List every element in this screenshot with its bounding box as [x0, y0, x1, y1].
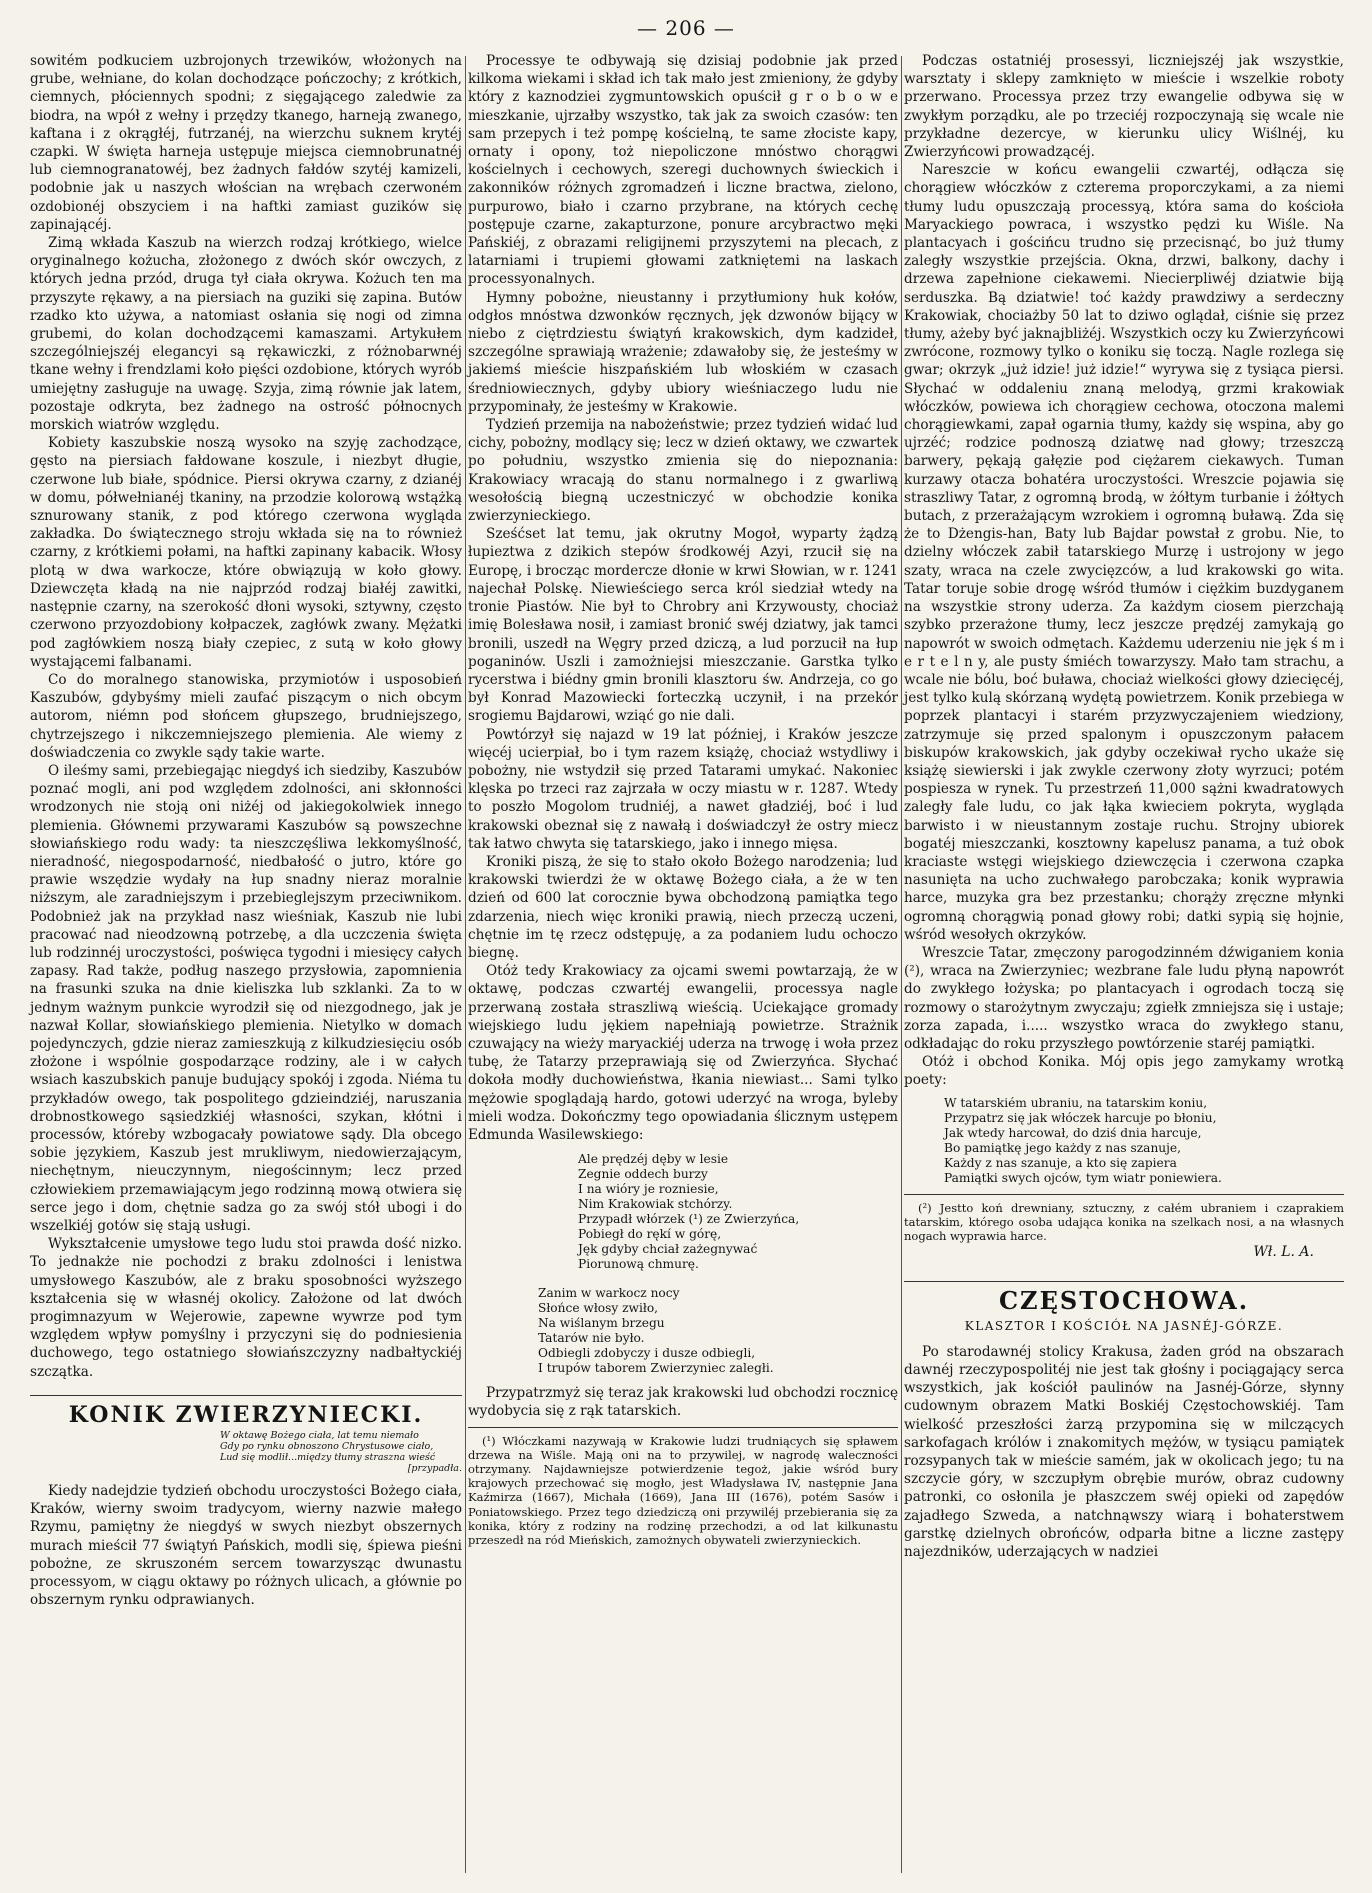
paragraph: Po starodawnéj stolicy Krakusa, żaden gród na obszarach dawnéj rzeczypospolitéj nie jest tak głośny i pociągający serca wszystkich, jak kościół paulinów na Jasnéj-Górze, słynny cudownym obrazem Matki Boskiéj Częstochowskiéj. Tam wielkość przeszłości żarzą przypomina się w milczących sarkofagach królów i znakomitych mężów, w tysiącu pamiątek rozsypanych tak w mieście samém, jak w okolicach jego; tu na szczycie góry, w szczupłym obrębie murów, obraz cudowny patronki, co osłonila je płaszczem swéj opieki od zapędów zajadłego Szweda, a natchnąwszy wiarą i bohaterstwem garstkę dzielnych obrońców, odparła bitne a liczne zastępy najezdników, uderzających w nadziei	[904, 1343, 1344, 1561]
paragraph: Zimą wkłada Kaszub na wierzch rodzaj krótkiego, wielce oryginalnego kożucha, złożonego z dwóch skór owczych, z których jedna przód, druga tył ciała okrywa. Kożuch ten ma przyszyte rękawy, a na piersiach na guziki się zapina. Butów rzadko kto używa, a natomiast osłania się nogi od zimna grubemi, do kolan dochodzącemi kamaszami. Artykułem szczególniejszéj elegancyi są rękawiczki, z różnobarwnéj tkane wełny i frendzlami koło pięści ozdobione, których wyrób umiejętny zasługuje na uwagę. Szyja, zimą równie jak latem, pozostaje odkryta, bez żadnego na ostrość północnych morskich wiatrów względu.	[30, 235, 462, 434]
paragraph: Tydzień przemija na nabożeństwie; przez tydzień widać lud cichy, pobożny, modlący się; lecz w dzień oktawy, we czwartek po południu, wszystko zmienia się do niepoznania: Krakowiacy wracają do stanu normalnego i z gwarliwą wesołością biegną uczestniczyć w obchodzie konika zwierzynieckiego.	[468, 417, 898, 525]
poem-line: Na wiślanym brzegu	[538, 1316, 665, 1331]
poem-line: Każdy z nas szanuje, a kto się zapiera	[944, 1155, 1177, 1170]
poem-line: Piorunową chmurę.	[578, 1257, 699, 1272]
poem-stanza	[578, 1152, 898, 1272]
paragraph: Otóż tedy Krakowiacy za ojcami swemi powtarzają, że w oktawę, podczas czwartéj ewangelii, processya nagle przerwaną została straszliwą wieścią. Uciekające gromady wiejskiego ludu jękiem napełniają powietrze. Strażnik czuwający na wieży maryackiéj uderza na trwogę i woła przez tubę, że Tatarzy przeprawiają się od Zwierzyńca. Słychać dokoła modły duchowieństwa, łkania niewiast... Sami tylko mężowie spoglądają hardo, gotowi uderzyć na wroga, byleby mieli wodza. Dokończmy tego opowiadania ślicznym ustępem Edmunda Wasilewskiego:	[468, 963, 898, 1143]
poem-stanza	[944, 1096, 1344, 1186]
poem-stanza	[538, 1286, 898, 1376]
paragraph: Sześćset lat temu, jak okrutny Mogoł, wyparty żądzą łupieztwa z dzikich stepów środkowéj Azyi, rzucił się na Europę, i brocząc mordercze dłonie w krwi Słowian, w r. 1241 najechał Polskę. Niewieściego serca król siedział wtedy na tronie Piastów. Nie był to Chrobry ani Krzywousty, chociaż imię Bolesława nosił, i zamiast bronić swéj dziatwy, jak tamci bronili, uszedł na Węgry przed dziczą, a lud porzucił na łup poganinów. Uszli i zamożniejsi mieszczanie. Garstka tylko rycerstwa i biédny gmin bronili klasztoru św. Andrzeja, co go był Konrad Mazowiecki forteczką uczynił, i na przekór srogiemu Bajdarowi, wziąć go nie dali.	[468, 526, 898, 725]
footnote	[904, 1201, 1344, 1244]
footnote	[468, 1434, 898, 1548]
paragraph: Nareszcie w końcu ewangelii czwartéj, odłącza się chorągiew włóczków z czterema proporczykami, a za niemi tłumy ludu opuszczają processyą, która sama do kościoła Maryackiego powraca, i wszystko pędzi ku Wiśle. Na plantacyach i gościńcu trudno się przecisnąć, bo już tłumy zaległy wszystkie przejścia. Okna, drzwi, balkony, dachy i drzewa zapełnione ciekawemi. Niecierpliwéj dziatwie biją serduszka. Bą dziatwie! toć każdy prawdziwy a serdeczny Krakowiak, chociażby 50 lat to dziwo oglądał, ciśnie się przez tłumy, ażeby być jaknajbliżéj. Wszystkich oczy ku Zwierzyńcowi zwrócone, rozmowy tylko o koniku się toczą. Nagle rozlega się gwar; okrzyk „już idzie! już idzie!“ wyrywa się z tysiąca piersi. Słychać w oddaleniu znaną melodyą, grzmi krakowiak włóczków, powiewa ich chorągiew cechowa, otoczona malemi chorągiewkami, zapał ogarnia tłumy, każdy się wspina, aby go ujrzéć; rodzice podnoszą dziatwę nad głowy; trzeszczą barwery, pękają gałęzie pod ciężarem ciekawych. Tuman kurzawy otacza bohatéra uroczystości. Wreszcie pojawia się straszliwy Tatar, z ogromną brodą, w żółtym turbanie i żółtych butach, z przerażającym wzrokiem i ogromną buławą. Zda się że to Dżengis-han, Baty lub Bajdar powstał z grobu. Nie, to dzielny włóczek zabił tatarskiego Murzę i ustrojony w jego szaty, wraca na czele zwycięzców, a lud krakowski go wita. Tatar toruje sobie drogę wśród tłumów i ciężkim buzdyganem na wszystkie strony uderza. Za każdym ciosem pierzchają szybko przerażone tłumy, lecz jeszcze prędzéj zamykają go napowrót w swoich odmętach. Każdemu uderzeniu nie jęk ś m i e r t e l n y, ale pusty śmiéch towarzyszy. Mało tam strachu, a wcale nie bólu, boć buława, chociaż wielkości głowy dziecięcéj, jest tylko kulą skórzaną wydętą powietrzem. Konik przebiega w poprzek plantacyi i starém przyzwyczajeniem wiedziony, zatrzymuje się przed spalonym i opuszczonym pałacem biskupów krakowskich, jak gdyby oczekiwał rycho ukaże się książę siewierski i jak zwykle czerwony złoty wyrzuci; potém pospiesza w rynek. Tu przestrzeń 11,000 sążni kwadratowych zaległy fale ludu, co jak łąka kwieciem pokryta, wygląda barwisto i w nieustannym zostaje ruchu. Strojny ubiorek bogatéj mieszczanki, kosztowny kapelusz panama, a tuż obok kraciaste wstęgi wiejskiego dziewczęcia i czerwona czapka nasunięta na ucho zuchwałego parobczaka; konik wyprawia harce, muzyka gra bez przestanku; chorąży zręczne młynki ogromną chorągwią ponad głowy robi; datki sypią się hojnie, wśród wesołych okrzyków.	[904, 162, 1344, 943]
footnote-rule	[468, 1427, 898, 1428]
poem-line: Odbiegli zdobyczy i dusze odbiegli,	[538, 1346, 756, 1361]
poem-line: Pamiątki swych ojców, tym wiatr poniewiera.	[944, 1170, 1222, 1185]
epigraph	[220, 1430, 462, 1474]
paragraph: sowitém podkuciem uzbrojonych trzewików, włożonych na grube, wełniane, do kolan dochodzące pończochy; z krótkich, ciemnych, płóciennych spodni; z sięgającego zaledwie za biodra, na wpół z wełny i przędzy tkanego, harneją zwanego, kaftana i z okrągłéj, futrzanéj, na wierzchu suknem krytéj czapki. W święta harneja ustępuje miejsca ciemnobrunatnéj lub ciemnogranatowéj, bez żadnych fałdów szytéj kamizeli, podobnie jak u naszych włościan na wrębach czerwoném ozdobionéj obszyciem i na haftki zamiast guzików się zapinającéj.	[30, 53, 462, 233]
paragraph: Co do moralnego stanowiska, przymiotów i usposobień Kaszubów, gdybyśmy mieli zaufać piszącym o nich obcym autorom, niémn pod słońcem głupszego, brudniejszego, chytrzejszego i nikczemniejszego plemienia. Ale wiemy z doświadczenia co zwykle sądy takie warte.	[30, 671, 462, 761]
section-rule	[904, 1281, 1344, 1282]
column-1	[30, 52, 462, 1609]
epigraph-line: Lud się modlił...między tłumy straszna wieść	[220, 1452, 436, 1464]
footnote-text: (²) Jestto koń drewniany, sztuczny, z całém ubraniem i czaprakiem tatarskim, którego osoba udająca konika na szelkach nosi, a na własnych nogach wyprawia harce.	[904, 1200, 1344, 1243]
paragraph: Hymny pobożne, nieustanny i przytłumiony huk kołów, odgłos mnóstwa dzwonków ręcznych, jęk dzwonów bijący w niebo z ciętrdziestu świątyń krakowskich, dym kadzideł, szczególne sprawiają wrażenie; zdawałoby się, że jesteśmy w jakiemś mieście hiszpańskiém lub włoskiém w czasach średniowiecznych, gdyby ubiory wieśniaczego ludu nie przypominały, że jesteśmy w Krakowie.	[468, 289, 898, 415]
column-3	[904, 52, 1344, 1561]
paragraph: Powtórzył się najazd w 19 lat później, i Kraków jeszcze więcéj ucierpiał, bo i tym razem książę, chociaż wstydliwy i pobożny, nie wstydził się przed Tatarami umykać. Nakoniec klęska po trzeci raz zajrzała w oczy miastu w r. 1287. Wtedy to poszło Mogolom trudniéj, a nawet gładziéj, boć i lud krakowski obeznał się z nawałą i doświadczył że ostry miecz tak łatwo chwyta się tatarskiego, jako i innego mięsa.	[468, 726, 898, 852]
page-number: — 206 —	[637, 16, 735, 40]
paragraph: Podczas ostatniéj prosessyi, liczniejszéj jak wszystkie, warsztaty i sklepy zamknięto w mieście i wszelkie roboty przerwano. Processya przez trzy ewangelie odbywa się w zwykłym porządku, ale po trzeciéj rozpoczynają się wcale nie przykładne dezercye, w kierunku ulicy Wiślnéj, ku Zwierzyńcowi prowadzącéj.	[904, 53, 1344, 161]
column-2	[468, 52, 898, 1547]
paragraph: Kobiety kaszubskie noszą wysoko na szyję zachodzące, gęsto na piersiach fałdowane koszule, i niezbyt długie, czerwone lub białe, spódnice. Piersi okrywa czarny, z dzianéj w domu, półwełnianéj tkaniny, na przodzie kolorową wstążką sznurowany stanik, z pod którego czerwona wygląda zakładka. Do świątecznego stroju wkłada się na to również czarny, z krótkiemi połami, na haftki zapinany kabacik. Włosy plotą w dwa warkocze, które obwiązują w koło głowy. Dziewczęta kładą na nie najprzód rodzaj białéj zawitki, następnie czarny, na szerokość dłoni wysoki, sztywny, często czerwono przyozdobiony kołpaczek, zagłówk zwany. Mężatki pod zagłówkiem noszą biały czepiec, z sutą w koło głowy wystającemi falbanami.	[30, 435, 462, 670]
article-title-konik: KONIK ZWIERZYNIECKI.	[68, 1401, 424, 1428]
paragraph: Otóż i obchod Konika. Mój opis jego zamykamy wrotką poety:	[904, 1054, 1344, 1089]
poem-line: Jak wtedy harcował, do dziś dnia harcuje,	[944, 1125, 1202, 1140]
poem-line: Pobiegł do rękí w górę,	[578, 1227, 722, 1242]
column-divider	[465, 56, 466, 1873]
section-rule	[30, 1395, 462, 1396]
poem-line: W tatarskiém ubraniu, na tatarskim koniu,	[944, 1095, 1208, 1110]
poem-line: Przypadł włórzek (¹) ze Zwie​rzyńca,	[578, 1212, 800, 1227]
paragraph: Wreszcie Tatar, zmęczony parogodzinném dźwiganiem konia (²), wraca na Zwierzyniec; wezbrane fale ludu płyną napowrót do zwykłego łożyska; po plantacyach i ogrodach toczą się rozmowy o starożytnym zwyczaju; zgiełk zmniejsza się i ustaje; zorza zapada, i..... wszystko wraca do zwykłego stanu, odkładając do roku przyszłego powtórzenie staréj pamiątki.	[904, 944, 1344, 1052]
poem-line: Słońce włosy zwiło,	[538, 1301, 659, 1316]
article-subtitle: KLASZTOR I KOŚCIÓŁ NA JASNÉJ-GÓRZE.	[964, 1318, 1284, 1333]
epigraph-line: [przypadła.	[407, 1463, 462, 1475]
poem-line: Zanim w warkocz nocy	[538, 1286, 680, 1301]
footnote-text: (¹) Włóczkami nazywają w Krakowie ludzi trudniących się spławem drzewa na Wiśle. Mają oni na to przywilej, w nagrodę waleczności otrzymany. Najdawniejsze potwierdzenie tegoż, jakie wśród bury krajowych przechować się mogło, jest Władysława IV, następnie Jana Kaźmirza (1667), Michała (1669), Jana III (1676), potém Sasów i Poniatowskiego. Przez tego dziedziczą oni przywiléj przebierania się za konika, który z rodziny na rodzinę przechodzi, a od lat kilkunastu przeszedł na ród Mieńskich, zamożnych obywateli zwierzynieckich.	[468, 1433, 898, 1548]
paragraph: Kroniki piszą, że się to stało około Bożego narodzenia; lud krakowski twierdzi że w oktawę Bożego ciała, a że w ten dzień od 600 lat corocznie bywa obchodzoną pamiątka tego zdarzenia, niech więc kroniki prawią, niech przeczą uczeni, chętnie im tę rzecz odstępuję, a za podaniem ludu ochoczo biegnę.	[468, 853, 898, 961]
paragraph: Wykształcenie umysłowe tego ludu stoi prawda dość nizko. To jednakże nie pochodzi z braku zdolności i lenistwa umysłowego Kaszubów, ale z braku sposobności wyższego kształcenia się w własnéj okolicy. Założone od lat dwóch progimnazyum w Wejerowie, zapewne wywrze pod tym względem wpływ pomyślny i przyczyni się do podniesienia duchowego, tego ostatniego słowiańszczyzny nadbałtyckiéj szczątka.	[30, 1236, 462, 1380]
poem-line: Ale prędzéj dęby w lesie	[578, 1152, 729, 1167]
column-divider	[901, 56, 902, 1873]
poem-line: I na wióry je roznie​sie,	[578, 1182, 719, 1197]
paragraph: Kiedy nadejdzie tydzień obchodu uroczystości Bożego ciała, Kraków, wierny swoim tradycyom, wierny nazwie małego Rzymu, pamiętny że niegdyś w swych niezbyt obszernych murach mieścił 77 świątyń Pańskich, modli się, śpiewa pieśni pobożne, ze skruszoném sercem towarzysząc dwunastu processyom, w ciągu oktawy po różnych ulicach, a głównie po obszernym rynku odprawianych.	[30, 1483, 462, 1609]
signature: Wł. L. A.	[1253, 1244, 1314, 1261]
poem-line: Zegnie oddech burzy	[578, 1167, 708, 1182]
paragraph: Processye te odbywają się dzisiaj podobnie jak przed kilkoma wiekami i skład ich tak mało jest zmieniony, że gdyby który z kaznodziei zygmuntowskich opuścił g r o b o w e mieszkanie, ujrzałby wszystko, tak jak za swoich czasów: ten sam przepych i też pompę kościelną, te same złociste kapy, ornaty i opony, toż niepoliczone mnóstwo chorągwi kościelnych i cechowych, szeregi duchownych świeckich i zakonników różnych zgromadzeń i liczne bractwa, zielono, purpurowo, biało i czarno przybrane, na których cechę postępuje czarne, zakapturzone, ponure arcybractwo męki Pańskiéj, z obrazami religijnemi przyszytemi na plecach, z latarniami i trupiemi głowami zatkniętemi na laskach processyonalnych.	[468, 53, 898, 288]
poem-line: I trupów taborem Zwierzyniec zaległi.	[538, 1361, 774, 1376]
poem-line: Tatarów nie było.	[538, 1331, 645, 1346]
poem-line: Bo pamiątkę jego każdy z nas szanuje,	[944, 1140, 1182, 1155]
paragraph: O ileśmy sami, przebiegając niegdyś ich siedziby, Kaszubów poznać mogli, ani pod względem zdolności, ani skłonności wrodzonych nie stoją oni niżéj od jakiegokolwiek innego plemienia. Głównemi przywarami Kaszubów są powszechne słowiańskiego rodu wady: ta nieszczęśliwa lekkomyślność, nieradność, niegospodarność, niedbałość o jutro, które go prawie wszędzie wydały na łup snadny nieraz moralnie niższym, ale zaradniejszym i przebieglejszym przeciwnikom. Podobnież jak na przykład nasz wieśniak, Kaszub nie lubi pracować nad nieodzowną potrzebę, a dla uczczenia święta lub rodzinnéj uroczystości, poświęca tygodni i miesięcy całych zapasy. Rad także, podług naszego przysłowia, zapomnienia na frasunki szuka na dnie kieliszka lub szklanki. Za to w jednym ważnym punkcie wyrodził się od niezgodnego, jak je nazwał Kollar, słowiańskiego plemienia. Nietylko w domach pojedynczych, gdzie nieraz zamieszkują z kilkudziesięciu osób złożone i wspólnie gospodarzące rodziny, ale i w całych wsiach kaszubskich panuje budujący spokój i zgoda. Niéma tu przykładów owego, tak pospolitego gdzieindziéj, naruszania drobnostkowego sąsiedzkiéj własności, szykan, kłótni i processów, któreby wzbogacały powiatowe sądy. Dla obcego sobie językiem, Kaszub jest mrukliwym, niedowierzającym, niechętnym, nieuczynnym, niegościnnym; lecz przed człowiekiem przemawiającym jego rodzinną mową otwiera się serce jego i dom, chętnie sadza go za swój stół ubogi i do wszelkiéj gotów się stają usługi.	[30, 762, 462, 1234]
poem-line: Jęk gdyby chciał zażegnywać	[578, 1242, 758, 1257]
article-title-czestochowa: CZĘSTOCHOWA.	[998, 1286, 1250, 1316]
paragraph: Przypatrzmyż się teraz jak krakowski lud obchodzi rocznicę wydobycia się z rąk tatarskich.	[468, 1385, 898, 1420]
epigraph-line: W oktawę Bożego ciała, lat temu niemało	[220, 1430, 419, 1442]
poem-line: Nim Krakowiak stchórzy.	[578, 1197, 733, 1212]
footnote-rule	[904, 1194, 1344, 1195]
poem-line: Przypatrz się jak włóczek harcuje po błoniu,	[944, 1110, 1217, 1125]
epigraph-line: Gdy po rynku obnoszono Chrystusowe ciało,	[220, 1441, 434, 1453]
